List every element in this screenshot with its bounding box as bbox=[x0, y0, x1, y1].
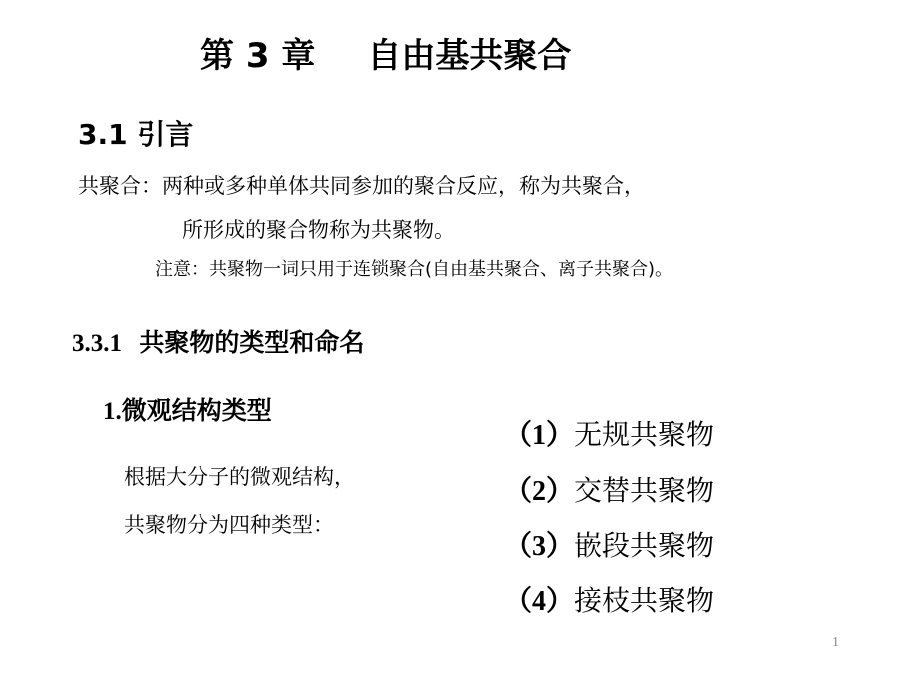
type-name: 无规共聚物 bbox=[574, 418, 715, 451]
copolymer-type-item bbox=[504, 584, 714, 619]
section-title: 引言 bbox=[137, 118, 194, 151]
type-name: 嵌段共聚物 bbox=[574, 529, 715, 562]
subsection-heading bbox=[72, 328, 364, 359]
chapter-label: 第 3 章 bbox=[200, 36, 316, 76]
chapter-name: 自由基共聚合 bbox=[367, 36, 572, 76]
page-number: 1 bbox=[832, 635, 839, 650]
section-heading bbox=[78, 118, 193, 152]
definition-line-1: 共聚合：两种或多种单体共同参加的聚合反应，称为共聚合， bbox=[78, 174, 645, 198]
copolymer-type-item bbox=[504, 418, 714, 453]
chapter-title bbox=[200, 36, 571, 77]
copolymer-type-item bbox=[504, 474, 714, 509]
topic-number: 1. bbox=[103, 398, 122, 425]
description-line-2: 共聚物分为四种类型： bbox=[124, 513, 334, 537]
copolymer-type-item bbox=[504, 529, 714, 564]
type-number: （3） bbox=[504, 531, 575, 562]
subsection-number: 3.3.1 bbox=[72, 330, 122, 357]
type-name: 交替共聚物 bbox=[574, 474, 715, 507]
type-number: （2） bbox=[504, 476, 575, 507]
type-number: （1） bbox=[504, 420, 575, 451]
description-line-1: 根据大分子的微观结构， bbox=[124, 465, 355, 489]
section-number: 3.1 bbox=[78, 118, 128, 151]
topic-heading bbox=[103, 396, 272, 427]
subsection-title: 共聚物的类型和命名 bbox=[139, 328, 365, 357]
topic-title: 微观结构类型 bbox=[121, 396, 272, 425]
type-name: 接枝共聚物 bbox=[574, 584, 715, 617]
note-text: 注意：共聚物一词只用于连锁聚合(自由基共聚合、离子共聚合)。 bbox=[155, 259, 674, 280]
definition-line-2: 所形成的聚合物称为共聚物。 bbox=[182, 218, 455, 242]
type-number: （4） bbox=[504, 586, 575, 617]
